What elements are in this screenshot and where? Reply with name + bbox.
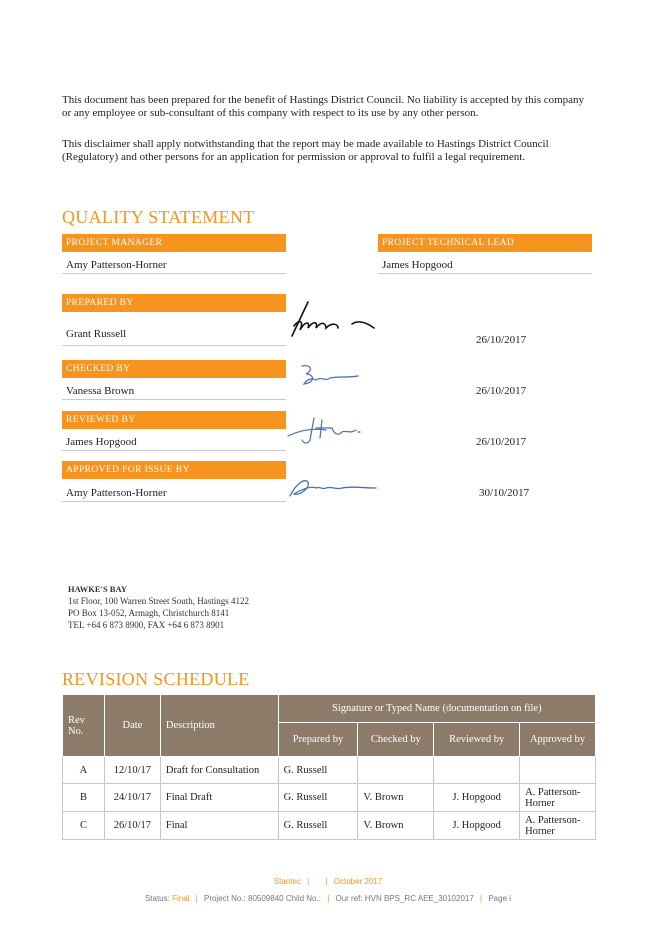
disclaimer-paragraph-1: This document has been prepared for the benefit of Hastings District Council. No liability is accepted by this company or any employee or sub-consultant of this company with respect to its use by any other person. xyxy=(62,94,585,119)
reviewed-signature xyxy=(286,414,376,448)
footer-separator: | xyxy=(307,877,310,886)
footer-company: Stantec xyxy=(273,877,301,886)
cell-approved: A. Patterson-Horner xyxy=(520,812,596,840)
revision-table xyxy=(62,694,596,840)
cell-checked: V. Brown xyxy=(358,784,434,812)
checked-signature xyxy=(296,362,376,392)
footer-status-label: Status: xyxy=(144,894,170,903)
header-date: Date xyxy=(104,695,160,757)
cell-checked: V. Brown xyxy=(358,812,434,840)
reviewed-date: 26/10/2017 xyxy=(476,436,527,448)
header-checked-by: Checked by xyxy=(358,723,434,757)
reviewed-by-label: REVIEWED BY xyxy=(62,411,286,429)
footer-separator: | xyxy=(325,877,328,886)
cell-date: 26/10/17 xyxy=(104,812,160,840)
prepared-by-label: PREPARED BY xyxy=(62,294,286,312)
cell-checked xyxy=(358,757,434,784)
quality-statement-title: QUALITY STATEMENT xyxy=(62,207,255,227)
address-line-3: TEL +64 6 873 8900, FAX +64 6 873 8901 xyxy=(68,620,225,630)
header-description: Description xyxy=(160,695,278,757)
cell-rev: A xyxy=(63,757,105,784)
footer-separator: | xyxy=(327,894,330,903)
prepared-by-name: Grant Russell xyxy=(62,324,286,346)
footer-project-no: Project No.: 80509840 Child No.: xyxy=(203,894,321,903)
checked-by-name: Vanessa Brown xyxy=(62,382,286,400)
address-region: HAWKE'S BAY xyxy=(68,584,127,594)
header-reviewed-by: Reviewed by xyxy=(434,723,520,757)
approved-signature xyxy=(286,474,382,502)
cell-rev: C xyxy=(63,812,105,840)
header-approved-by: Approved by xyxy=(520,723,596,757)
cell-description: Draft for Consultation xyxy=(160,757,278,784)
project-manager-name: Amy Patterson-Horner xyxy=(62,256,286,274)
approved-by-label: APPROVED FOR ISSUE BY xyxy=(62,461,286,479)
footer-top-line xyxy=(0,877,656,886)
header-signature-group: Signature or Typed Name (documentation on file) xyxy=(278,695,595,723)
cell-reviewed: J. Hopgood xyxy=(434,812,520,840)
revision-schedule-title: REVISION SCHEDULE xyxy=(62,669,250,689)
header-rev-no: Rev No. xyxy=(63,695,105,757)
table-row xyxy=(63,784,596,812)
table-row xyxy=(63,812,596,840)
office-address xyxy=(68,583,249,631)
address-line-2: PO Box 13-052, Armagh, Christchurch 8141 xyxy=(68,608,230,618)
approved-by-name: Amy Patterson-Horner xyxy=(62,484,286,502)
cell-approved: A. Patterson-Horner xyxy=(520,784,596,812)
header-prepared-by: Prepared by xyxy=(278,723,358,757)
approved-date: 30/10/2017 xyxy=(479,487,530,499)
prepared-date: 26/10/2017 xyxy=(476,334,527,346)
checked-date: 26/10/2017 xyxy=(476,385,527,397)
cell-description: Final xyxy=(160,812,278,840)
footer-page: Page i xyxy=(488,894,512,903)
cell-reviewed: J. Hopgood xyxy=(434,784,520,812)
reviewed-by-name: James Hopgood xyxy=(62,433,286,451)
checked-by-label: CHECKED BY xyxy=(62,360,286,378)
table-row xyxy=(63,757,596,784)
cell-description: Final Draft xyxy=(160,784,278,812)
address-line-1: 1st Floor, 100 Warren Street South, Hastings 4122 xyxy=(68,596,249,606)
cell-prepared: G. Russell xyxy=(278,757,358,784)
footer-date: October 2017 xyxy=(333,877,383,886)
cell-prepared: G. Russell xyxy=(278,812,358,840)
cell-reviewed xyxy=(434,757,520,784)
cell-date: 24/10/17 xyxy=(104,784,160,812)
cell-approved xyxy=(520,757,596,784)
cell-date: 12/10/17 xyxy=(104,757,160,784)
project-manager-label: PROJECT MANAGER xyxy=(62,234,286,252)
footer-separator: | xyxy=(195,894,198,903)
footer-bottom-line xyxy=(0,894,656,903)
footer-our-ref: Our ref: HVN BPS_RC AEE_30102017 xyxy=(335,894,474,903)
cell-prepared: G. Russell xyxy=(278,784,358,812)
footer-separator: | xyxy=(480,894,483,903)
prepared-signature xyxy=(286,296,386,346)
technical-lead-name: James Hopgood xyxy=(378,256,592,274)
cell-rev: B xyxy=(63,784,105,812)
technical-lead-label: PROJECT TECHNICAL LEAD xyxy=(378,234,592,252)
disclaimer-paragraph-2: This disclaimer shall apply notwithstanding that the report may be made available to Hastings District Council (Regulatory) and other persons for an application for permission or approval to fulfil a legal requirement. xyxy=(62,138,549,163)
footer-status: Final xyxy=(172,894,190,903)
